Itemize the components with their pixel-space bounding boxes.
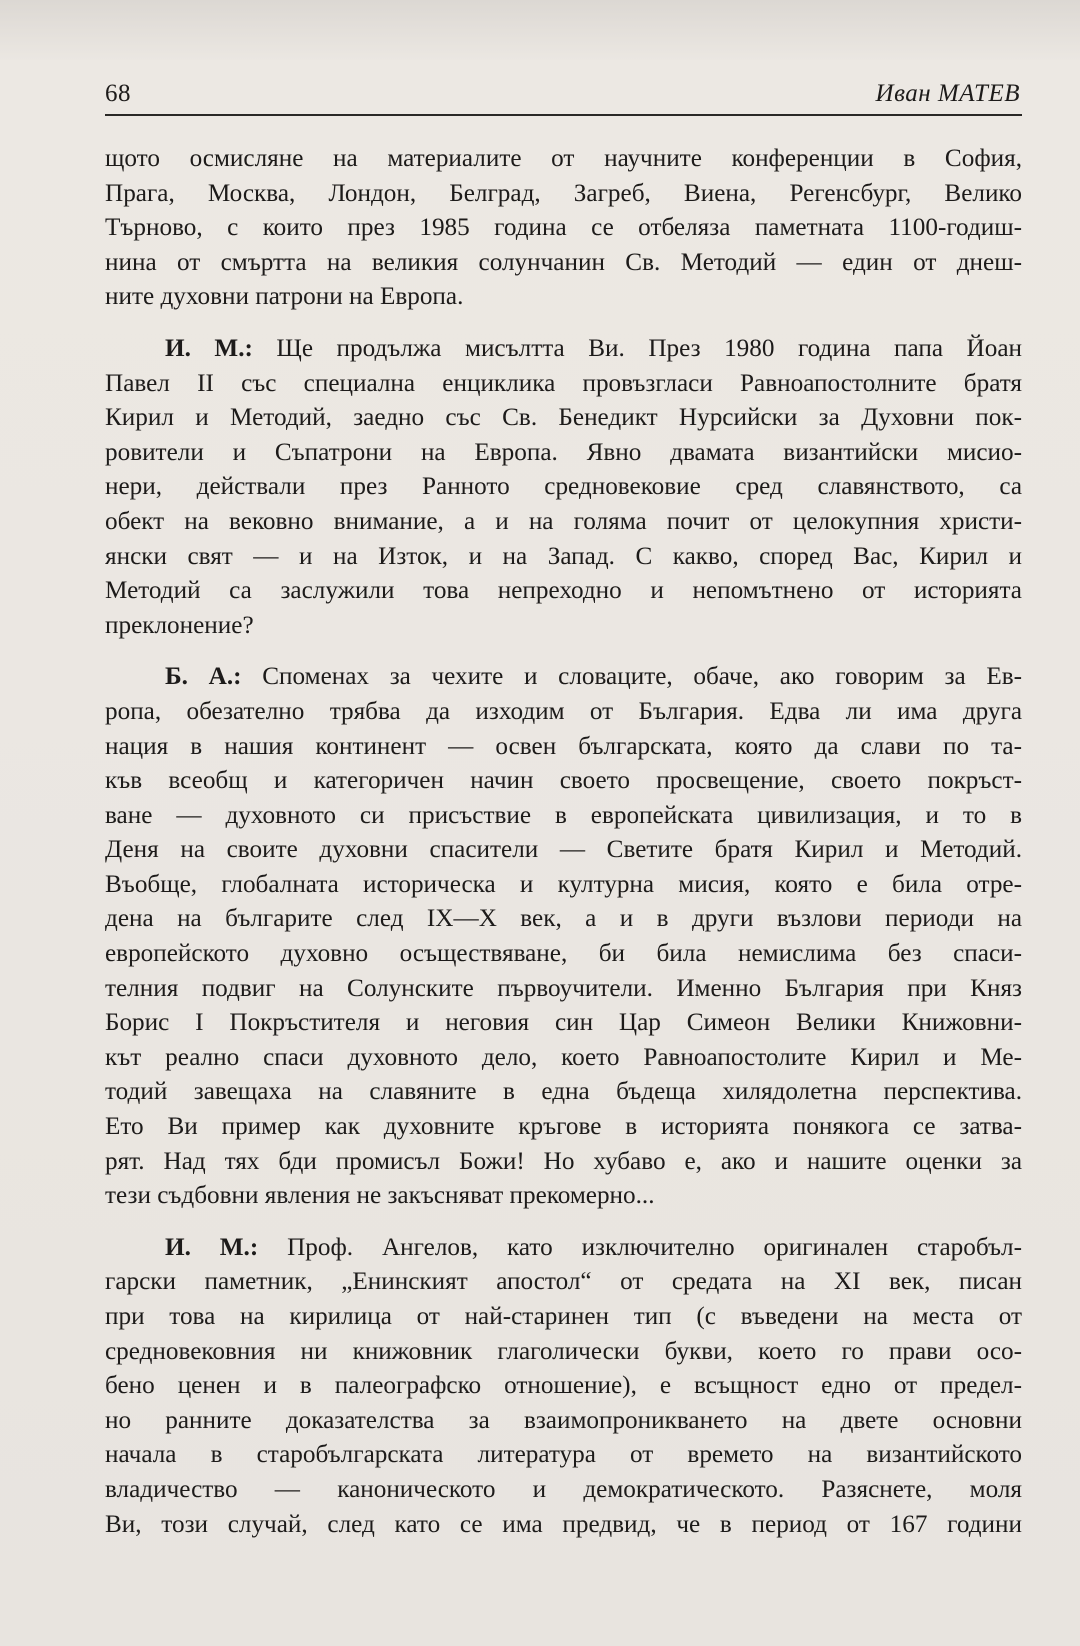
text-line: телния подвиг на Солунските първоучители. Именно България при Княз (105, 974, 1022, 1002)
speaker-label: Б. А.: (165, 663, 242, 691)
paragraph-question-2 (105, 1231, 1022, 1542)
text-line: Кирил и Методий, заедно със Св. Бенедикт Нурсийски за Духовни пок- (105, 404, 1022, 432)
text-line: владичество — каноническото и демократическото. Разяснете, моля (105, 1475, 1022, 1503)
text-line: Павел II със специална енциклика провъзгласи Равноапостолните братя (105, 369, 1022, 397)
text-line: нация в нашия континент — освен българската, която да слави по та- (105, 732, 1022, 760)
text-line: при това на кирилица от най-старинен тип (с въведени на места от (105, 1303, 1022, 1330)
text-line: Въобще, глобалната историческа и културна мисия, която е била отре- (105, 870, 1022, 898)
text-line: начала в старобългарската литература от времето на византийското (105, 1441, 1022, 1469)
text-line-content: Споменах за чехите и словаците, обаче, ако говорим за Ев- (262, 663, 1023, 691)
text-line: Търново, с които през 1985 година се отбеляза паметната 1100-годиш- (105, 214, 1022, 242)
speaker-label: И. М.: (165, 1233, 259, 1261)
text-line: тодий завещаха на славяните в една бъдеща хилядолетна перспектива. (105, 1078, 1022, 1106)
text-line: тези съдбовни явления не закъсняват прекомерно... (105, 1182, 655, 1210)
text-line: щото осмисляне на материалите от научните конференции в София, (105, 145, 1022, 172)
text-line: Ето Ви пример как духовните кръгове в историята понякога се затва- (105, 1113, 1022, 1141)
text-line (105, 332, 1022, 367)
page-number: 68 (105, 80, 131, 107)
text-line: ване — духовното си присъствие в европейската цивилизация, и то в (105, 801, 1022, 829)
text-line: европейското духовно осъществяване, би била немислима без спаси- (105, 940, 1022, 968)
text-line: Методий са заслужили това непреходно и непомътнено от историята (105, 577, 1022, 605)
text-line: но ранните доказателства за взаимопроникването на двете основни (105, 1406, 1022, 1434)
text-line-content: Ще продължа мисълтта Ви. През 1980 година папа Йоан (276, 334, 1022, 362)
text-line: обект на вековно внимание, а и на голяма почит от целокупния христи- (105, 507, 1022, 535)
text-line: ните духовни патрони на Европа. (105, 283, 464, 311)
text-line: Прага, Москва, Лондон, Белград, Загреб, Виена, Регенсбург, Велико (105, 179, 1022, 207)
text-line: Деня на своите духовни спасители — Светите братя Кирил и Методий. (105, 836, 1022, 864)
text-line: къв всеобщ и категоричен начин своето просвещение, своето покръст- (105, 767, 1022, 795)
paragraph-continuation (105, 142, 1022, 315)
text-line (105, 1231, 1022, 1266)
text-line: ровители и Съпатрони на Европа. Явно двамата византийски мисио- (105, 438, 1022, 466)
page-body-text (105, 142, 1022, 1542)
text-line: бено ценен и в палеографско отношение), е всъщност едно от предел- (105, 1372, 1022, 1400)
text-line: янски свят — и на Изток, и на Запад. С какво, според Вас, Кирил и (105, 542, 1022, 570)
text-line: рят. Над тях бди промисъл Божи! Но хубаво е, ако и нашите оценки за (105, 1147, 1022, 1175)
paragraph-answer (105, 660, 1022, 1214)
text-line: ропа, обезателно трябва да изходим от България. Едва ли има друга (105, 697, 1022, 725)
text-line: Борис I Покръстителя и неговия син Цар Симеон Велики Книжовни- (105, 1009, 1022, 1037)
page-top-shadow (0, 0, 1080, 60)
running-head-author: Иван МАТЕВ (875, 80, 1020, 107)
speaker-label: И. М.: (165, 334, 253, 362)
page-header (105, 78, 1022, 116)
text-line-content: Проф. Ангелов, като изключително оригинален старобъл- (287, 1233, 1023, 1261)
text-line: средновековния ни книжовник глаголически букви, което го прави осо- (105, 1337, 1022, 1365)
text-line: дена на българите след IX—X век, а и в други възлови периоди на (105, 905, 1022, 933)
text-line: преклонение? (105, 611, 254, 639)
text-line (105, 660, 1022, 695)
text-line: кът реално спаси духовното дело, което Равноапостолите Кирил и Ме- (105, 1043, 1022, 1071)
text-line: Ви, този случай, след като се има предвид, че в период от 167 години (105, 1510, 1022, 1538)
text-line: нери, действали през Ранното средновековие сред славянството, са (105, 473, 1022, 501)
paragraph-question-1 (105, 332, 1022, 643)
text-line: гарски паметник, „Енинският апостол“ от средата на XI век, писан (105, 1268, 1022, 1296)
text-line: нина от смъртта на великия солунчанин Св. Методий — един от днеш- (105, 248, 1022, 276)
